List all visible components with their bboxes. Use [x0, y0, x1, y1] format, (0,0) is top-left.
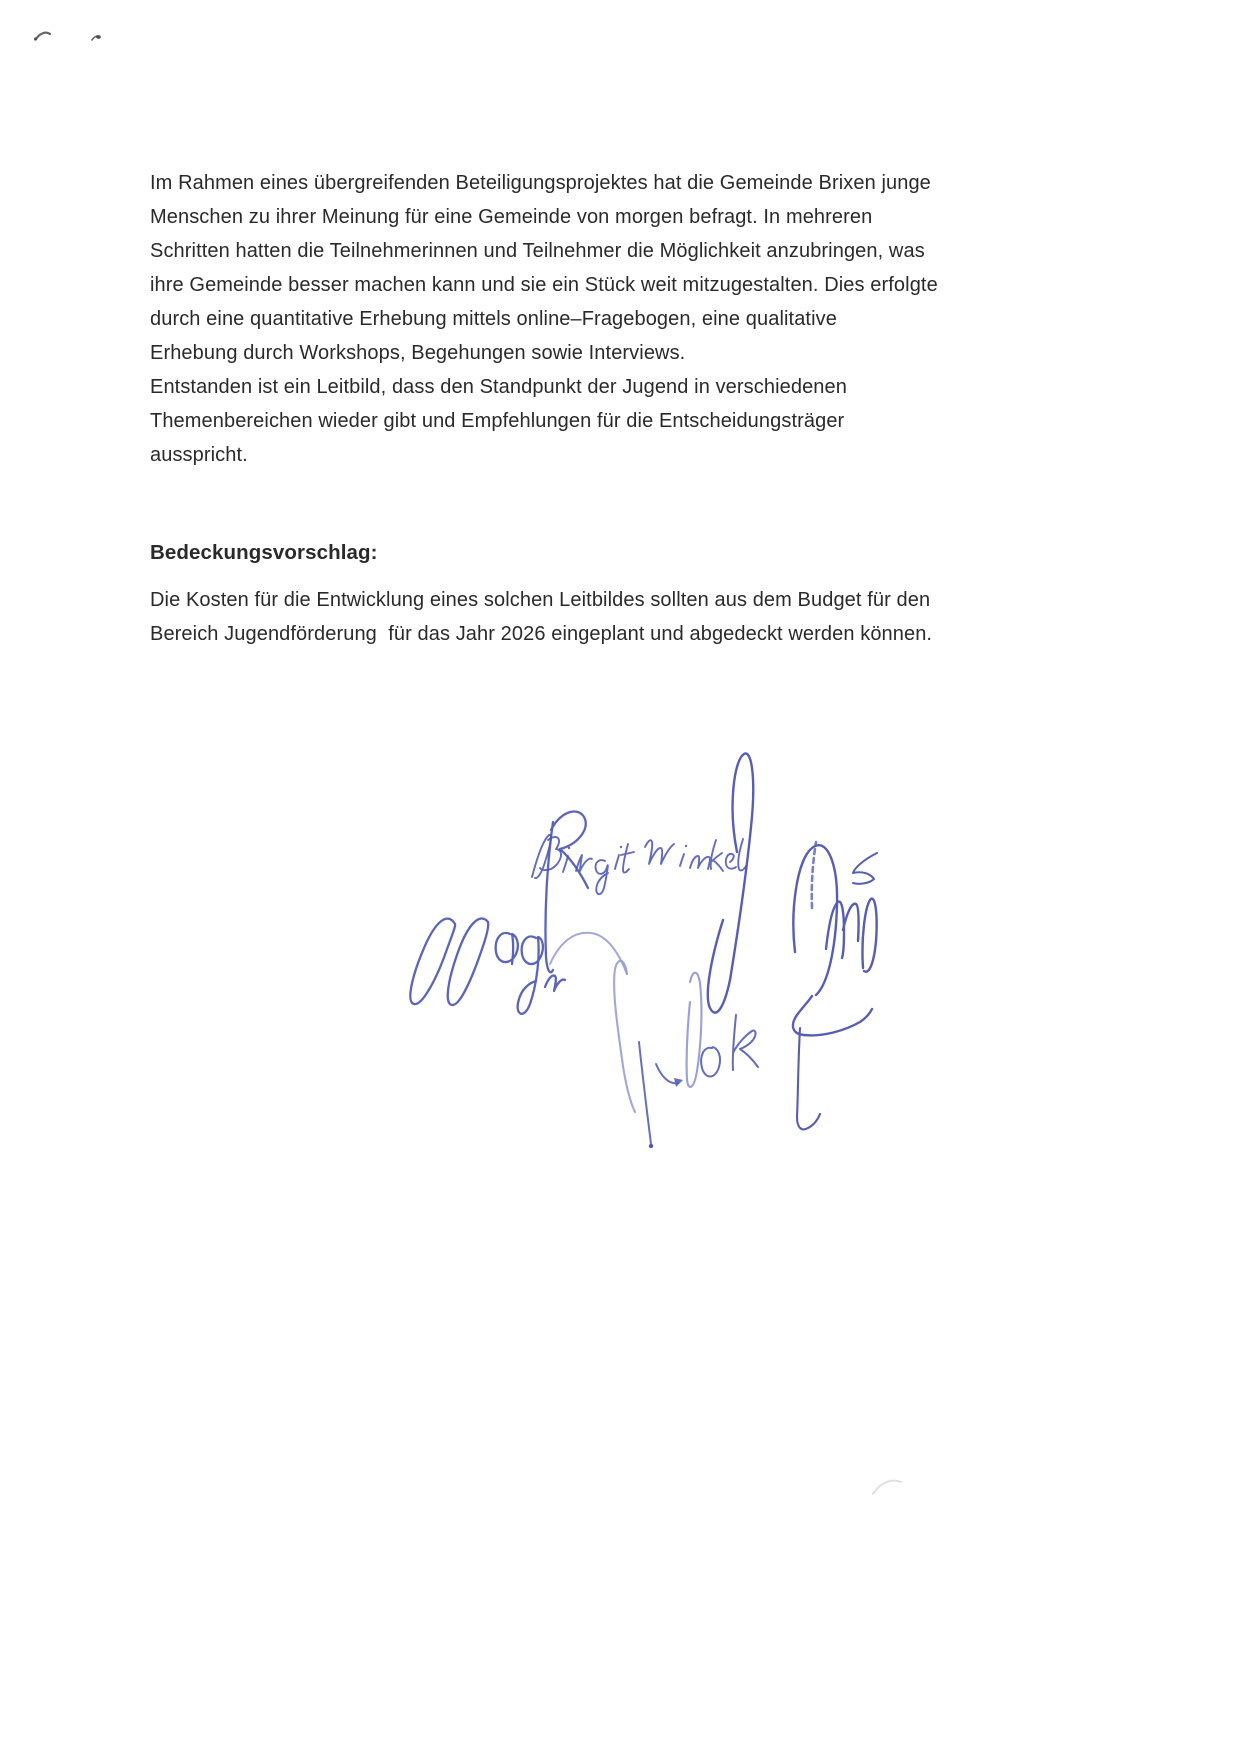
scan-smudge-mark: [865, 1470, 911, 1504]
signature-middle-scrawl: [550, 933, 758, 1148]
paragraph-line: Menschen zu ihrer Meinung für eine Gemeinde von morgen befragt. In mehreren: [150, 206, 873, 228]
paragraph-line: Entstanden ist ein Leitbild, dass den Standpunkt der Jugend in verschiedenen: [150, 376, 847, 398]
signature-block: [360, 712, 880, 1162]
paragraph-line: Bereich Jugendförderung für das Jahr 2026 eingeplant und abgedeckt werden können.: [150, 623, 933, 645]
signature-right-scrawl: [708, 753, 877, 1129]
paragraph-line: Die Kosten für die Entwicklung eines solchen Leitbildes sollten aus dem Budget für den: [150, 589, 931, 611]
paragraph-intro: [150, 166, 980, 472]
paragraph-budget: [150, 583, 980, 651]
scan-speck-marks: [24, 24, 114, 50]
paragraph-line: ausspricht.: [150, 444, 248, 466]
paragraph-line: Im Rahmen eines übergreifenden Beteiligungsprojektes hat die Gemeinde Brixen junge: [150, 172, 931, 194]
paragraph-line: Erhebung durch Workshops, Begehungen sowie Interviews.: [150, 342, 686, 364]
section-heading-block: [150, 536, 980, 570]
signature-left-scrawl: [410, 811, 588, 1013]
section-heading: Bedeckungsvorschlag:: [150, 541, 378, 564]
signature-name-birgit-winkel: [532, 835, 746, 894]
paragraph-line: ihre Gemeinde besser machen kann und sie ein Stück weit mitzugestalten. Dies erfolgte: [150, 274, 938, 296]
paragraph-line: durch eine quantitative Erhebung mittels online–Fragebogen, eine qualitative: [150, 308, 837, 330]
paragraph-line: Themenbereichen wieder gibt und Empfehlungen für die Entscheidungsträger: [150, 410, 845, 432]
paragraph-line: Schritten hatten die Teilnehmerinnen und Teilnehmer die Möglichkeit anzubringen, was: [150, 240, 925, 262]
